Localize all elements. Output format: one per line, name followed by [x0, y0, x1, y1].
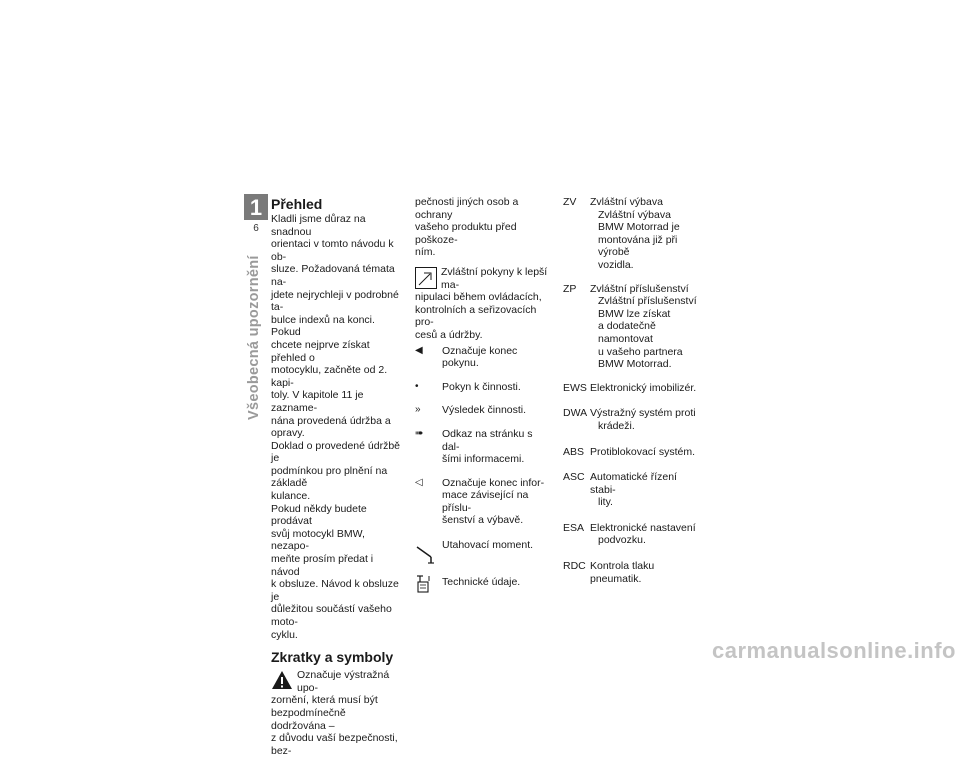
abbreviation: ASC: [563, 471, 585, 484]
text-line: Označuje konec pokynu.: [442, 344, 518, 370]
arrow-right-icon: ➠: [415, 427, 424, 439]
text-line: ním.: [415, 246, 436, 259]
text-line: meňte prosím předat i návod: [271, 553, 374, 578]
chapter-number: 1: [249, 195, 263, 220]
abbreviation-row: [563, 283, 698, 371]
text-line: důležitou součástí vašeho moto-: [271, 603, 392, 628]
text-line: k obsluze. Návod k obsluze je: [271, 578, 399, 603]
text-line: svůj motocykl BMW, nezapo-: [271, 527, 365, 553]
abbreviation-row: [563, 196, 698, 272]
text-line: bulce indexů na konci. Pokud: [271, 313, 375, 339]
abbreviation: ESA: [563, 521, 585, 534]
overview-text: [271, 213, 403, 641]
abbreviation: DWA: [563, 407, 588, 420]
abbreviation-row: [563, 446, 698, 459]
text-line: a dodatečně namontovat: [598, 320, 656, 345]
text-line: chcete nejprve získat přehled o: [271, 338, 370, 364]
abbreviation: ZP: [563, 282, 577, 295]
text-line: toly. V kapitole 11 je zazname-: [271, 389, 364, 414]
text-line: u vašeho partnera: [598, 345, 683, 358]
symbol-row: [415, 345, 549, 370]
text-line: BMW Motorrad.: [598, 358, 672, 371]
abbreviation: ABS: [563, 445, 585, 458]
abbreviation: EWS: [563, 381, 587, 394]
text-line: nipulaci během ovládacích,: [415, 291, 542, 304]
text-line: sluze. Požadovaná témata na-: [271, 263, 395, 288]
text-line: podvozku.: [598, 534, 646, 547]
text-line: šenství a výbavě.: [442, 514, 524, 527]
text-line: vašeho produktu před poškoze-: [415, 221, 517, 246]
text-line: Odkaz na stránku s dal-: [442, 427, 533, 453]
text-line: jdete nejrychleji v podrobné ta-: [271, 288, 399, 314]
abbreviation-row: [563, 407, 698, 432]
text-line: nána provedená údržba a opravy.: [271, 414, 391, 440]
text-line: Označuje konec infor-: [442, 476, 545, 489]
warning-continuation: [415, 196, 549, 259]
symbol-row: [415, 404, 549, 417]
tip-icon: [415, 267, 437, 289]
text-line: BMW lze získat: [598, 307, 671, 320]
page-number: 6: [244, 220, 268, 240]
column-3: [563, 196, 698, 595]
symbol-row: [415, 477, 549, 527]
text-line: zornění, která musí být: [271, 694, 378, 707]
abbreviation-row: [563, 471, 698, 509]
text-line: Kontrola tlaku pneumatik.: [590, 560, 655, 585]
text-line: Výsledek činnosti.: [442, 404, 527, 417]
text-line: podmínkou pro plnění na základě: [271, 464, 388, 490]
abbreviation-row: [563, 382, 698, 395]
outline-triangle-left-icon: ◁: [415, 476, 423, 488]
text-line: pečnosti jiných osob a ochrany: [415, 196, 519, 221]
side-title: Všeobecná upozornění: [246, 255, 262, 420]
text-line: Pokyn k činnosti.: [442, 380, 521, 393]
text-line: mace závisející na příslu-: [442, 489, 529, 514]
abbreviation-row: [563, 522, 698, 547]
column-2: [415, 196, 549, 596]
tip-note: [415, 266, 549, 342]
heading-overview: Přehled: [271, 196, 323, 212]
text-line: kontrolních a seřizovacích pro-: [415, 303, 537, 329]
text-line: orientaci v tomto návodu k ob-: [271, 238, 394, 263]
text-line: Elektronické nastavení: [590, 521, 696, 534]
text-line: Utahovací moment.: [442, 539, 534, 552]
text-line: Technické údaje.: [442, 576, 521, 589]
abbreviation: ZV: [563, 196, 577, 208]
text-line: Zvláštní výbava: [590, 196, 663, 208]
text-line: Zvláštní příslušenství: [598, 295, 697, 308]
symbol-row: [415, 428, 549, 466]
warning-note: [271, 669, 403, 757]
double-chevron-icon: »: [415, 404, 421, 416]
chapter-tab: [244, 194, 268, 240]
text-line: lity.: [598, 496, 613, 509]
text-line: Zvláštní příslušenství: [590, 282, 689, 295]
column-1: [271, 196, 403, 757]
abbreviation: RDC: [563, 560, 586, 573]
text-line: BMW Motorrad je: [598, 221, 680, 234]
text-line: Protiblokovací systém.: [590, 445, 696, 458]
torque-wrench-icon: [415, 539, 435, 570]
text-line: Označuje výstražná upo-: [297, 669, 390, 694]
text-line: Automatické řízení stabi-: [590, 471, 677, 496]
text-line: montována již při výrobě: [598, 233, 678, 259]
warning-triangle-icon: [271, 670, 293, 692]
text-line: Výstražný systém proti: [590, 407, 696, 420]
text-line: šími informacemi.: [442, 453, 525, 466]
symbol-row: [415, 381, 549, 394]
technical-data-icon: [415, 570, 435, 601]
text-line: Doklad o provedené údržbě je: [271, 439, 401, 465]
text-line: kulance.: [271, 490, 311, 503]
bullet-icon: •: [415, 380, 419, 392]
symbol-row: [415, 539, 549, 565]
heading-symbols: Zkratky a symboly: [271, 649, 394, 666]
watermark: carmanualsonline.info: [712, 638, 956, 663]
text-line: Elektronický imobilizér.: [590, 381, 697, 394]
text-line: z důvodu vaší bezpečnosti, bez-: [271, 732, 398, 757]
text-line: motocyklu, začněte od 2. kapi-: [271, 364, 388, 389]
text-line: Kladli jsme důraz na snadnou: [271, 213, 366, 238]
text-line: bezpodmínečně dodržována –: [271, 706, 346, 732]
text-line: krádeži.: [598, 419, 635, 432]
text-line: Zvláštní pokyny k lepší ma-: [441, 265, 548, 291]
text-line: cyklu.: [271, 628, 298, 641]
text-line: Zvláštní výbava: [598, 208, 671, 221]
abbreviation-row: [563, 560, 698, 585]
text-line: Pokud někdy budete prodávat: [271, 502, 367, 528]
triangle-left-icon: ◀: [415, 344, 423, 356]
text-line: vozidla.: [598, 258, 634, 271]
symbol-row: [415, 570, 549, 596]
text-line: cesů a údržby.: [415, 328, 483, 341]
